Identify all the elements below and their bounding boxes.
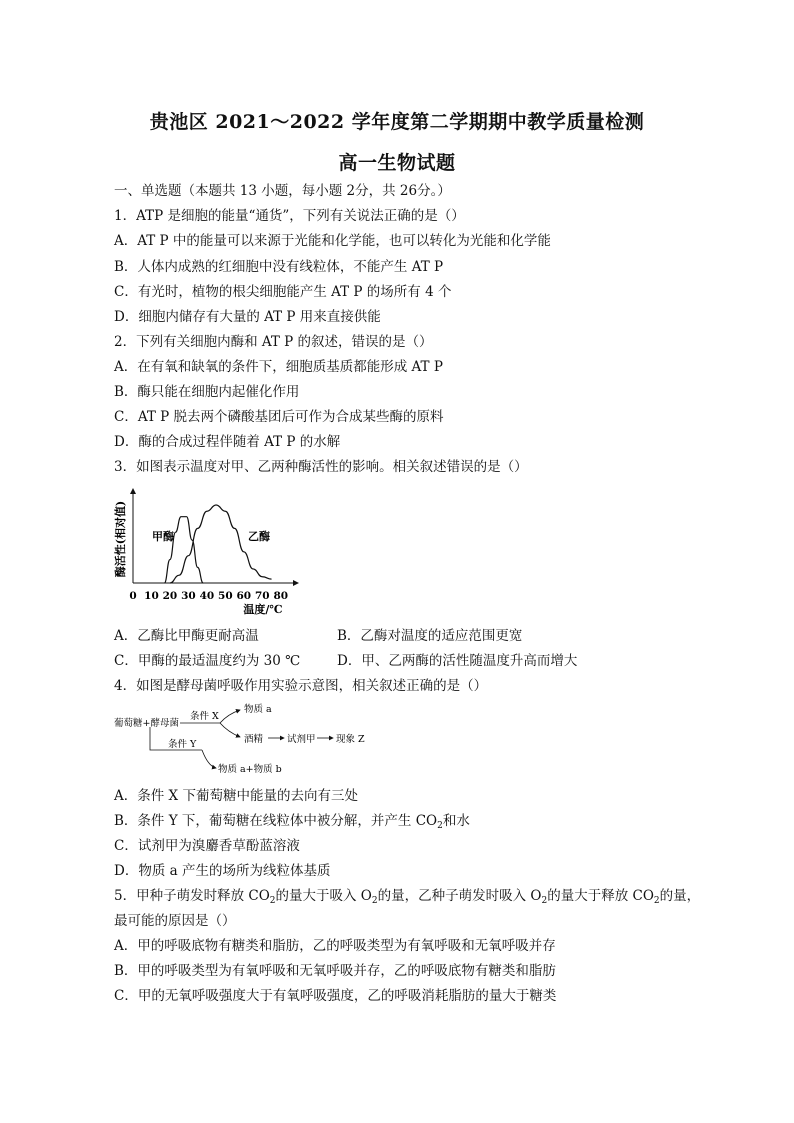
x-ticks [129, 590, 288, 602]
subscript: 2 [371, 896, 378, 906]
x-tick-label: 10 [144, 590, 159, 602]
condition-x-label: 条件 X [190, 711, 219, 722]
question-2-stem: 2．下列有关细胞内酶和 AT P 的叙述，错误的是（） [114, 334, 433, 350]
x-tick-label: 60 [236, 590, 252, 602]
q5-text-4: 的量大于释放 CO [547, 888, 654, 904]
x-tick-label: 50 [218, 590, 233, 602]
question-4-stem: 4．如图是酵母菌呼吸作用实验示意图，相关叙述正确的是（） [114, 678, 488, 694]
x-tick-label: 40 [199, 590, 215, 602]
x-tick-label: 80 [273, 590, 289, 602]
question-4-option-d: D．物质 a 产生的场所为线粒体基质 [114, 863, 331, 879]
q5-text-5: 的量， [659, 888, 701, 904]
subscript: 2 [269, 896, 276, 906]
reagent-label: 试剂甲 [287, 734, 316, 745]
enzyme-activity-chart [110, 483, 310, 621]
question-3-stem: 3．如图表示温度对甲、乙两种酶活性的影响。相关叙述错误的是（） [114, 459, 528, 475]
question-2-option-b: B．酶只能在细胞内起催化作用 [114, 384, 300, 400]
condition-y-label: 条件 Y [168, 739, 197, 750]
question-5-option-b: B．甲的呼吸类型为有氧呼吸和无氧呼吸并存，乙的呼吸底物有糖类和脂肪 [114, 963, 556, 979]
question-3-option-a: A．乙酶比甲酶更耐高温 [114, 628, 259, 644]
question-3-option-c: C．甲酶的最适温度约为 30 ℃ [114, 653, 301, 669]
question-1-stem: 1．ATP 是细胞的能量“通货”，下列有关说法正确的是（） [114, 208, 465, 224]
series-line-jia [164, 517, 203, 583]
subscript: 2 [541, 896, 548, 906]
series-lines [164, 505, 271, 583]
exam-subtitle: 高一生物试题 [338, 152, 456, 174]
material-a-label: 物质 a [244, 704, 272, 715]
question-2-option-d: D．酶的合成过程伴随着 AT P 的水解 [114, 434, 341, 450]
question-5-option-a: A．甲的呼吸底物有糖类和脂肪，乙的呼吸类型为有氧呼吸和无氧呼吸并存 [114, 938, 556, 954]
products-y-label: 物质 a+物质 b [218, 764, 282, 775]
x-tick-label: 70 [254, 590, 270, 602]
q5-text-2: 的量大于吸入 O [275, 888, 372, 904]
question-1-option-d: D．细胞内储存有大量的 AT P 用来直接供能 [114, 309, 381, 325]
exam-title: 贵池区 2021～2022 学年度第二学期期中教学质量检测 [149, 111, 645, 133]
question-5-option-c: C．甲的无氧呼吸强度大于有氧呼吸强度，乙的呼吸消耗脂肪的量大于糖类 [114, 988, 557, 1004]
q5-text-1: 5．甲种子萌发时释放 CO [114, 888, 270, 904]
x-axis-label: 温度/℃ [243, 603, 283, 616]
question-1-option-c: C．有光时，植物的根尖细胞能产生 AT P 的场所有 4 个 [114, 284, 452, 300]
question-3-option-b: B．乙酶对温度的适应范围更宽 [337, 628, 523, 644]
q5-text-3: 的量，乙种子萌发时吸入 O [377, 888, 542, 904]
diagram-start-label: 葡萄糖+酵母菌 [114, 718, 179, 729]
phenomenon-label: 现象 Z [336, 734, 365, 745]
legend-yi-label: 乙酶 [248, 530, 270, 543]
question-4-option-b-tail: 和水 [442, 813, 470, 829]
alcohol-label: 酒精 [244, 734, 264, 745]
yeast-respiration-diagram [112, 700, 382, 780]
question-2-option-a: A．在有氧和缺氧的条件下，细胞质基质都能形成 AT P [114, 359, 443, 375]
question-4-option-b-text: B．条件 Y 下，葡萄糖在线粒体中被分解，并产生 CO [114, 813, 438, 829]
x-tick-label: 20 [162, 590, 178, 602]
question-2-option-c: C．AT P 脱去两个磷酸基团后可作为合成某些酶的原料 [114, 409, 444, 425]
question-5-stem-line1 [114, 887, 700, 910]
question-4-option-b [114, 812, 470, 835]
x-tick-label: 0 [129, 590, 137, 602]
question-5-stem-line2: 最可能的原因是（） [114, 913, 236, 929]
legend-jia-label: 甲酶 [152, 530, 174, 543]
question-4-option-c: C．试剂甲为溴麝香草酚蓝溶液 [114, 838, 300, 854]
question-1-option-a: A．AT P 中的能量可以来源于光能和化学能，也可以转化为光能和化学能 [114, 233, 551, 249]
question-4-option-a: A．条件 X 下葡萄糖中能量的去向有三处 [114, 788, 358, 804]
subscript: 2 [653, 896, 660, 906]
x-tick-label: 30 [181, 590, 196, 602]
subscript: 2 [437, 821, 443, 831]
question-3-option-d: D．甲、乙两酶的活性随温度升高而增大 [337, 653, 578, 669]
question-1-option-b: B．人体内成熟的红细胞中没有线粒体，不能产生 AT P [114, 259, 444, 275]
y-axis-label: 酶活性(相对值) [114, 500, 127, 578]
section-heading: 一、单选题（本题共 13 小题，每小题 2分，共 26分。） [114, 183, 451, 199]
